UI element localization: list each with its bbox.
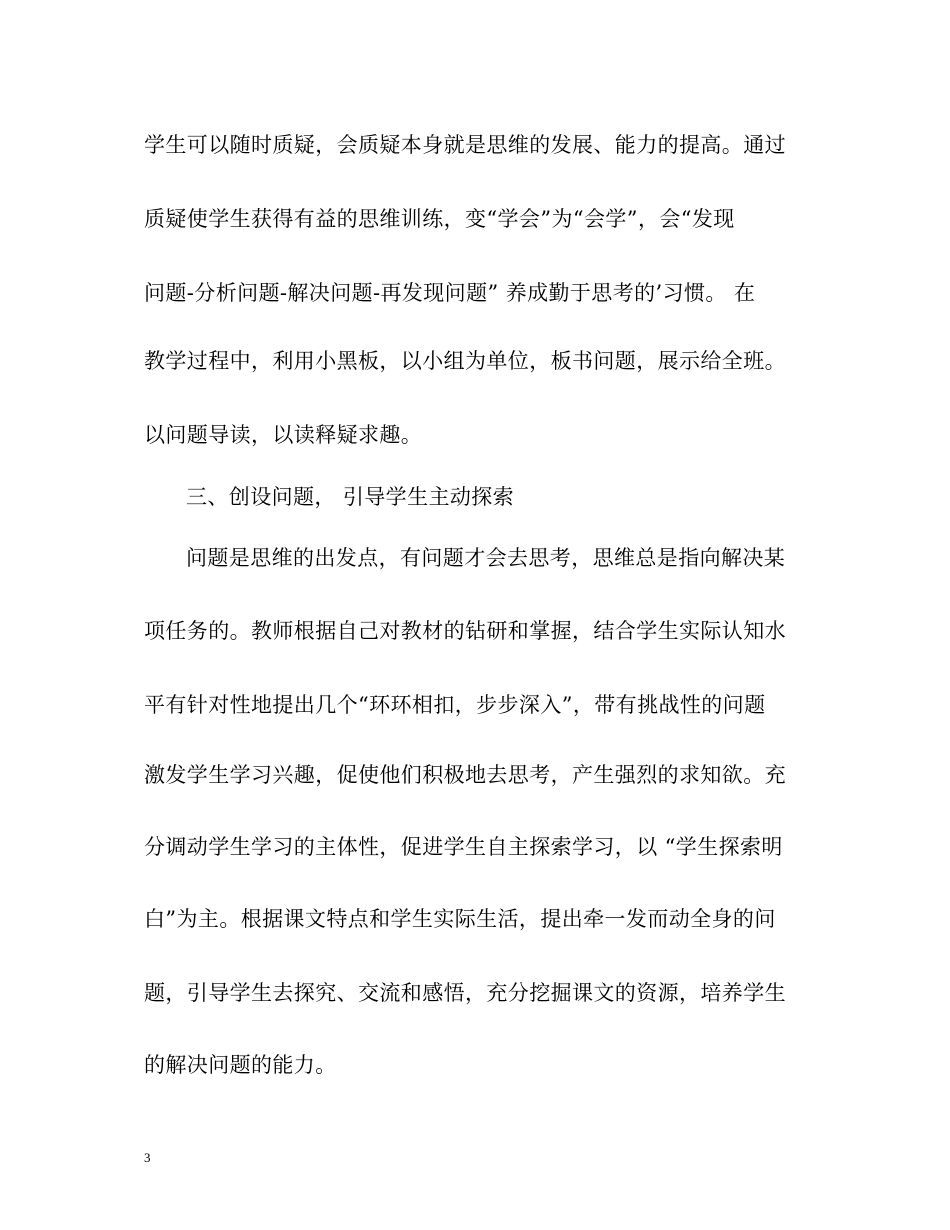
text-line: 项任务的。教师根据自己对教材的钻研和掌握，结合学生实际认知水 bbox=[144, 619, 786, 643]
text-line: 学生可以随时质疑，会质疑本身就是思维的发展、能力的提高。通过 bbox=[144, 133, 786, 157]
text-line: 教学过程中，利用小黑板，以小组为单位，板书问题，展示给全班。 bbox=[144, 349, 786, 373]
text-line: 分调动学生学习的主体性，促进学生自主探索学习，以 “学生探索明 bbox=[144, 835, 783, 859]
text-line: 质疑使学生获得有益的思维训练，变“学会”为“会学”，会“发现 bbox=[144, 207, 735, 231]
text-line: 以问题导读，以读释疑求趣。 bbox=[144, 423, 423, 447]
text-line: 问题-分析问题-解决问题-再发现问题” 养成勤于思考的’习惯。 在 bbox=[144, 281, 756, 305]
text-line: 问题是思维的出发点，有问题才会去思考，思维总是指向解决某 bbox=[186, 546, 786, 570]
text-line: 题，引导学生去探究、交流和感悟，充分挖掘课文的资源，培养学生 bbox=[144, 981, 786, 1005]
text-line: 的解决问题的能力。 bbox=[144, 1053, 337, 1077]
text-line: 白”为主。根据课文特点和学生实际生活，提出牵一发而动全身的问 bbox=[144, 907, 776, 931]
text-line: 激发学生学习兴趣，促使他们积极地去思考，产生强烈的求知欲。充 bbox=[144, 763, 786, 787]
page-number: 3 bbox=[144, 1150, 151, 1165]
text-line: 平有针对性地提出几个“环环相扣，步步深入”，带有挑战性的问题 bbox=[144, 693, 766, 717]
section-heading: 三、创设问题， 引导学生主动探索 bbox=[186, 485, 515, 509]
